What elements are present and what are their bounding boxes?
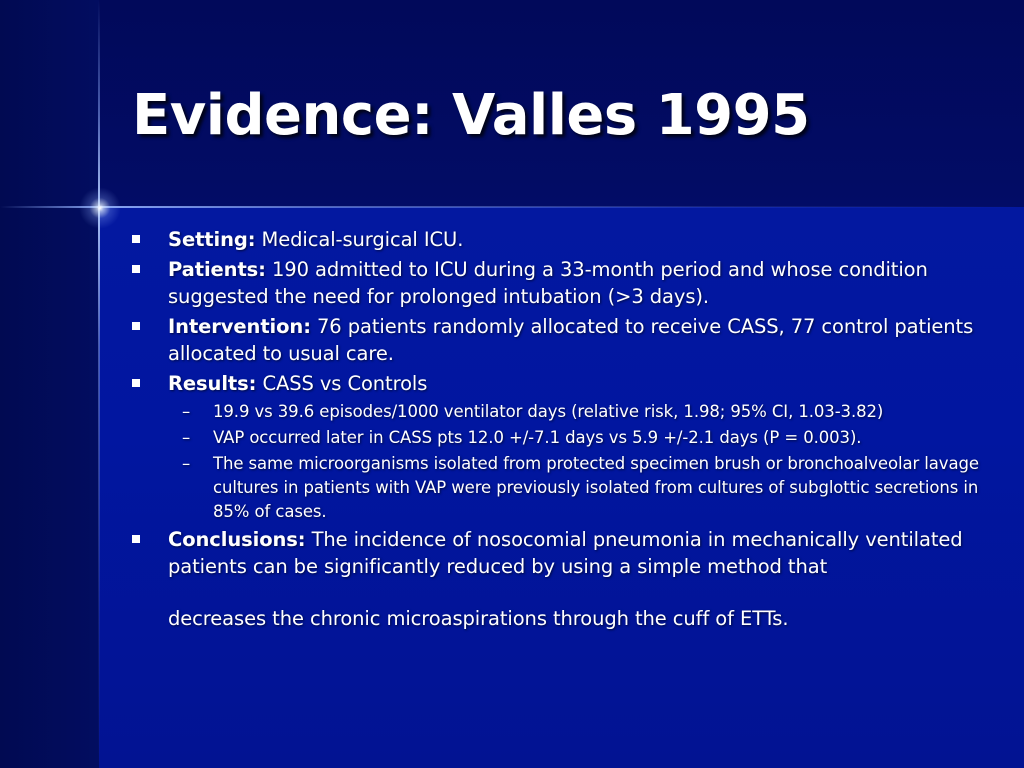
dash-icon: – bbox=[182, 454, 191, 473]
bullet-text: CASS vs Controls bbox=[256, 372, 428, 395]
sub-item-text: 19.9 vs 39.6 episodes/1000 ventilator days (relative risk, 1.98; 95% CI, 1.03-3.82) bbox=[213, 402, 884, 421]
square-bullet-icon bbox=[132, 265, 140, 273]
sub-item-text: VAP occurred later in CASS pts 12.0 +/-7.1 days vs 5.9 +/-2.1 days (P = 0.003). bbox=[213, 428, 862, 447]
bullet-text: Medical-surgical ICU. bbox=[255, 228, 464, 251]
slide-title: Evidence: Valles 1995 bbox=[132, 83, 810, 148]
bullet-results bbox=[130, 370, 980, 397]
sub-item-text: The same microorganisms isolated from protected specimen brush or bronchoalveolar lavage cultures in patients with VAP were previously isolated from cultures of subglottic secretions in 85% of cases. bbox=[213, 454, 979, 521]
bullet-label: Conclusions: bbox=[168, 528, 306, 551]
horizontal-light-line bbox=[0, 206, 1024, 208]
bullet-label: Results: bbox=[168, 372, 257, 395]
dash-icon: – bbox=[182, 428, 191, 447]
dash-icon: – bbox=[182, 402, 191, 421]
sparkle-icon bbox=[79, 187, 121, 229]
results-sub-item bbox=[130, 400, 980, 424]
bullet-label: Intervention: bbox=[168, 315, 311, 338]
square-bullet-icon bbox=[132, 235, 140, 243]
results-sub-item bbox=[130, 452, 980, 524]
square-bullet-icon bbox=[132, 322, 140, 330]
bullet-setting bbox=[130, 226, 980, 253]
bullet-text-continued: decreases the chronic microaspirations through the cuff of ETTs. bbox=[168, 607, 789, 630]
square-bullet-icon bbox=[132, 535, 140, 543]
slide-body bbox=[130, 226, 980, 635]
bullet-conclusions bbox=[130, 526, 980, 632]
bullet-intervention bbox=[130, 313, 980, 367]
square-bullet-icon bbox=[132, 379, 140, 387]
vertical-light-line bbox=[98, 0, 100, 768]
bullet-text: The incidence of nosocomial pneumonia in mechanically ventilated patients can be significantly reduced by using a simple method that bbox=[168, 528, 963, 578]
paragraph-gap bbox=[168, 580, 980, 605]
results-sub-item bbox=[130, 426, 980, 450]
bullet-text: 190 admitted to ICU during a 33-month period and whose condition suggested the need for prolonged intubation (>3 days). bbox=[168, 258, 928, 308]
left-band bbox=[0, 0, 99, 768]
bullet-label: Setting: bbox=[168, 228, 256, 251]
bullet-patients bbox=[130, 256, 980, 310]
bullet-text: 76 patients randomly allocated to receive CASS, 77 control patients allocated to usual care. bbox=[168, 315, 974, 365]
bullet-label: Patients: bbox=[168, 258, 266, 281]
